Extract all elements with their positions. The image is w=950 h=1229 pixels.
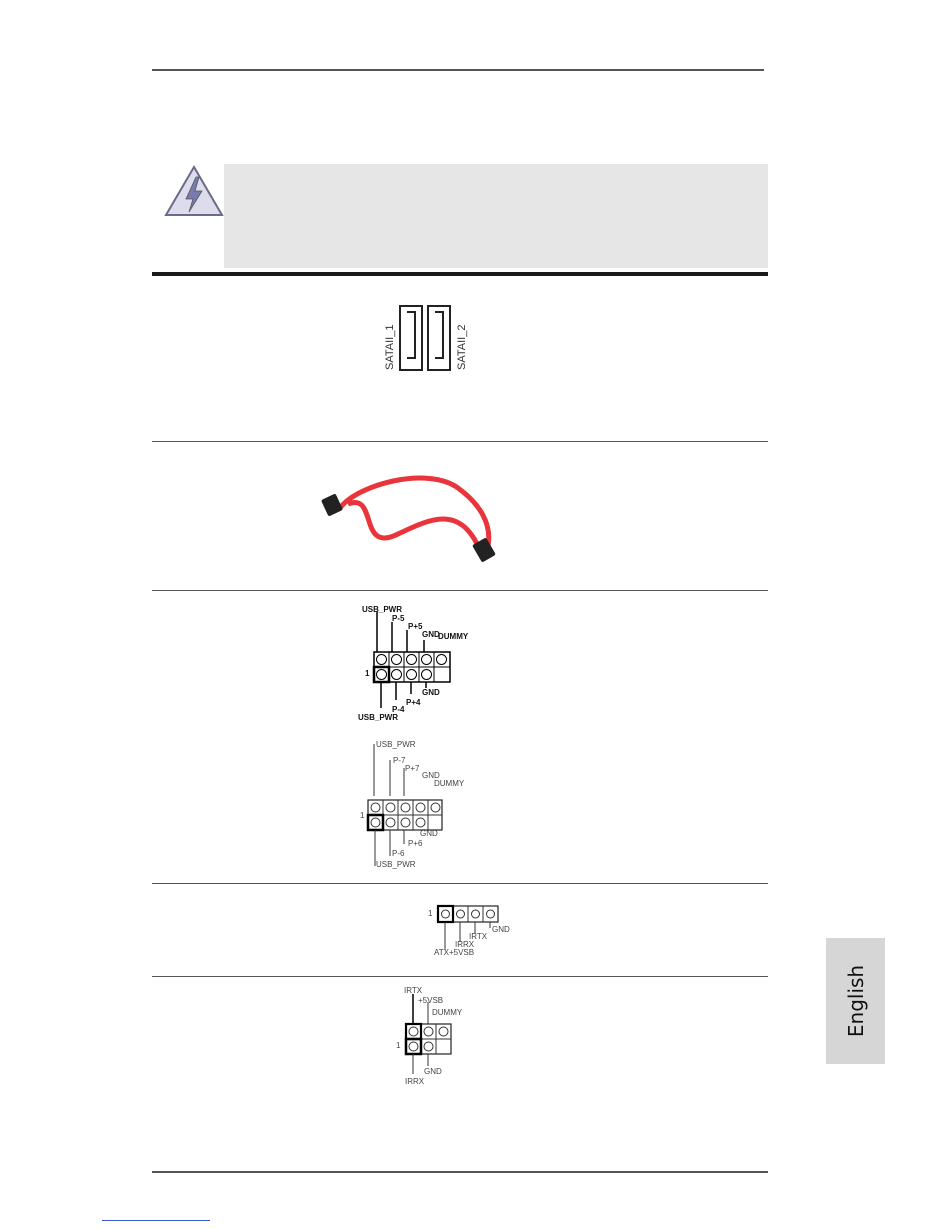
language-tab-label: English [843,964,868,1038]
section-rule-1 [152,441,768,442]
ir1-label-atx-5vsb: ATX+5VSB [434,948,475,957]
usb1-label-p+4: P+4 [406,698,421,707]
ir2-label-irrx: IRRX [405,1077,425,1086]
ir2-label-dummy: DUMMY [432,1008,463,1017]
sata-connector-diagram [380,300,490,380]
usb2-label-p+7: P+7 [405,764,420,773]
usb-header-1-diagram [372,600,462,712]
usb2-label-usb-pwr-top: USB_PWR [376,740,416,749]
caution-note-box [224,164,768,268]
language-tab [826,938,885,1064]
ir1-label-irtx: IRTX [469,932,488,941]
sata-data-cable-image [318,464,508,564]
usb2-label-p-7: P-7 [393,756,406,765]
usb2-label-p-6: P-6 [392,849,405,858]
section-rule-3 [152,883,768,884]
usb2-label-dummy: DUMMY [434,779,465,788]
usb1-label-usb-pwr-top: USB_PWR [362,605,403,614]
warning-lightning-icon [162,165,226,221]
usb1-label-gnd-bottom: GND [422,688,440,697]
ir2-label-gnd: GND [424,1067,442,1076]
ir2-pin1-marker: 1 [396,1041,401,1050]
usb1-label-usb-pwr-bottom: USB_PWR [358,713,399,722]
section-rule-thick [152,272,768,276]
usb1-label-p-4: P-4 [392,705,405,714]
ir2-label-5vsb: +5VSB [418,996,444,1005]
sata-label-2: SATAII_2 [456,324,468,370]
sata-label-1: SATAII_1 [384,324,396,370]
ir1-label-irrx: IRRX [455,940,475,949]
footer-underline [102,1220,210,1221]
usb1-label-dummy: DUMMY [438,632,469,641]
section-rule-4 [152,976,768,977]
usb2-pin1-marker: 1 [360,811,365,820]
ir1-pin1-marker: 1 [428,909,433,918]
ir2-label-irtx: IRTX [404,986,423,995]
usb2-label-p+6: P+6 [408,839,423,848]
bottom-rule [152,1171,768,1173]
usb1-pin1-marker: 1 [365,669,370,678]
usb2-label-gnd-top: GND [422,771,440,780]
usb1-label-p-5: P-5 [392,614,405,623]
top-rule [152,69,764,71]
usb1-label-p+5: P+5 [408,622,423,631]
usb2-label-gnd-bottom: GND [420,829,438,838]
ir1-label-gnd: GND [492,925,510,934]
section-rule-2 [152,590,768,591]
usb-header-2-diagram [366,740,446,870]
usb2-label-usb-pwr-bottom: USB_PWR [376,860,416,869]
usb1-label-gnd-top: GND [422,630,440,639]
